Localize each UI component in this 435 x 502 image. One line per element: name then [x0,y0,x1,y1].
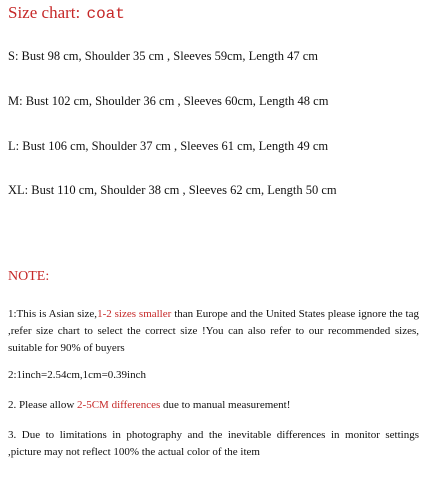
note-3-highlight: 2-5CM differences [77,399,161,411]
size-row-s: S: Bust 98 cm, Shoulder 35 cm , Sleeves 59cm, Length 47 cm [8,49,319,63]
size-row-l: L: Bust 106 cm, Shoulder 37 cm , Sleeves 61 cm, Length 49 cm [8,139,329,153]
note-title: NOTE: [8,269,50,284]
title-suffix: coat [86,5,125,23]
title-label: Size chart: [8,3,81,22]
note-item-2: 2:1inch=2.54cm,1cm=0.39inch [8,369,146,381]
note-item-3 [8,397,419,414]
note-3-text-b: due to manual measurement! [160,399,291,411]
size-row-xl: XL: Bust 110 cm, Shoulder 38 cm , Sleeves 62 cm, Length 50 cm [8,183,337,197]
note-1-text-a: 1:This is Asian size, [8,308,98,320]
note-1-highlight: 1-2 sizes smaller [97,308,172,320]
note-1-text-b: than Europe and the United States please ignore the tag ,refer size chart to select the correct size !You can also refer to our recommended sizes, suitable for 90% of buyers [8,308,419,354]
note-item-1 [8,306,419,357]
note-item-4: 3. Due to limitations in photography and the inevitable differences in monitor settings ,picture may not reflect 100% the actual color of the item [8,429,419,458]
size-row-m: M: Bust 102 cm, Shoulder 36 cm , Sleeves 60cm, Length 48 cm [8,94,329,108]
size-chart-title [8,3,125,23]
note-3-text-a: 2. Please allow [8,399,78,411]
